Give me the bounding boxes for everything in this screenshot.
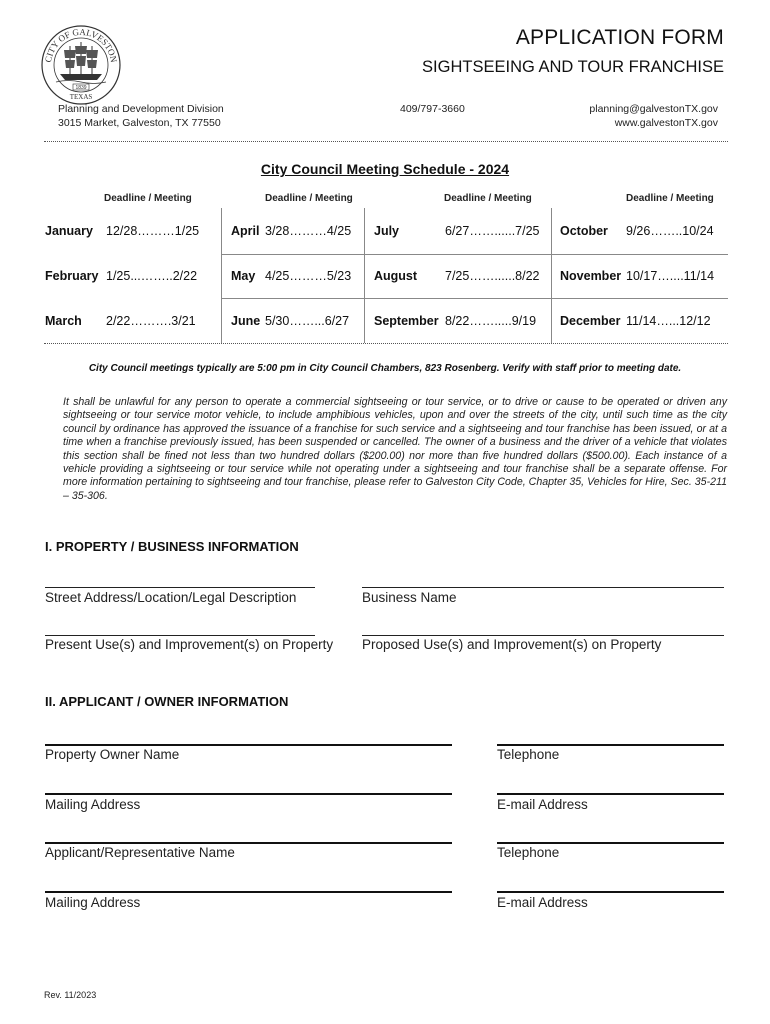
schedule-month: May [231, 269, 256, 283]
applicant-email-label: E-mail Address [497, 895, 588, 910]
schedule-month: April [231, 224, 260, 238]
office-address: 3015 Market, Galveston, TX 77550 [58, 117, 221, 129]
form-title: APPLICATION FORM [515, 26, 724, 49]
column-divider [551, 208, 552, 343]
schedule-title: City Council Meeting Schedule - 2024 [260, 161, 510, 177]
city-seal-logo [40, 24, 122, 106]
schedule-month: January [45, 224, 93, 238]
schedule-dates: 2/22……….3/21 [106, 314, 196, 328]
schedule-dates: 4/25………5/23 [265, 269, 352, 283]
row-divider [221, 254, 728, 255]
schedule-dates: 9/26……..10/24 [626, 224, 714, 238]
owner-mailing-label: Mailing Address [45, 797, 141, 812]
owner-phone-label: Telephone [497, 747, 560, 762]
applicant-phone-label: Telephone [497, 845, 560, 860]
schedule-dates: 8/22…….....9/19 [445, 314, 537, 328]
proposed-use-field[interactable] [362, 635, 724, 636]
form-subtitle: SIGHTSEEING AND TOUR FRANCHISE [422, 58, 724, 76]
applicant-name-field[interactable] [45, 842, 452, 844]
contact-left [58, 102, 224, 130]
present-use-label: Present Use(s) and Improvement(s) on Property [45, 637, 334, 652]
column-header: Deadline / Meeting [444, 193, 532, 204]
schedule-month: June [231, 314, 261, 328]
schedule-month: December [560, 314, 621, 328]
applicant-mailing-field[interactable] [45, 891, 452, 893]
schedule-dates: 1/25...……..2/22 [106, 269, 198, 283]
franchise-legal-paragraph: It shall be unlawful for any person to operate a commercial sightseeing or tour service, or to drive or cause to be operated or driven any sightseeing or tour service motor vehicle, to include amphibious vehicles, upon and over the streets of the city, until such time as the city council by ordinance has approved the issuance of a franchise for such service and a sightseeing and tour franchise has been issued, or at a time when a franchise previously issued, has been suspended or cancelled. The owner of a business and the driver of a vehicle that violates this section shall be fined not less than two hundred dollars ($200.00) nor more than five hundred dollars ($500.00). Each instance of a vehicle providing a sightseeing or tour service while not operating under a sightseeing and tour franchise shall be a separate offense. For more information pertaining to sightseeing and tour franchise, please refer to Galveston City Code, Chapter 35, Vehicles for Hire, Sec. 35-211 – 35-306. [63, 396, 727, 502]
owner-mailing-field[interactable] [45, 793, 452, 795]
applicant-name-label: Applicant/Representative Name [45, 845, 235, 860]
schedule-dates: 10/17…....11/14 [626, 269, 715, 283]
schedule-month: September [374, 314, 439, 328]
schedule-month: August [374, 269, 418, 283]
schedule-dates: 11/14…...12/12 [626, 314, 711, 328]
row-divider [221, 298, 728, 299]
website-link[interactable]: www.galvestonTX.gov [614, 117, 718, 129]
phone-number: 409/797-3660 [400, 103, 465, 115]
schedule-divider [44, 343, 728, 344]
schedule-dates: 7/25……......8/22 [445, 269, 540, 283]
schedule-dates: 3/28………4/25 [265, 224, 352, 238]
seal-year: 1839 [75, 85, 87, 91]
schedule-dates: 12/28………1/25 [106, 224, 200, 238]
business-name-label: Business Name [362, 590, 457, 605]
meeting-note: City Council meetings typically are 5:00 pm in City Council Chambers, 823 Rosenberg. Verify with staff prior to meeting date. [88, 363, 682, 374]
schedule-month: July [374, 224, 400, 238]
business-name-field[interactable] [362, 587, 724, 588]
schedule-month: October [560, 224, 608, 238]
email-link[interactable]: planning@galvestonTX.gov [589, 103, 718, 115]
schedule-month: March [45, 314, 82, 328]
owner-name-field[interactable] [45, 744, 452, 746]
present-use-field[interactable] [45, 635, 315, 636]
street-address-label: Street Address/Location/Legal Description [45, 590, 297, 605]
schedule-month: February [45, 269, 99, 283]
seal-text: CITY OF GALVESTON [43, 26, 119, 64]
column-header: Deadline / Meeting [104, 193, 192, 204]
column-header: Deadline / Meeting [265, 193, 353, 204]
revision-date: Rev. 11/2023 [44, 990, 97, 1000]
owner-email-label: E-mail Address [497, 797, 588, 812]
owner-name-label: Property Owner Name [45, 747, 180, 762]
column-divider [221, 208, 222, 343]
schedule-dates: 5/30……...6/27 [265, 314, 350, 328]
contact-right [589, 102, 718, 130]
column-divider [364, 208, 365, 343]
applicant-phone-field[interactable] [497, 842, 724, 844]
applicant-email-field[interactable] [497, 891, 724, 893]
header-divider [44, 141, 728, 142]
proposed-use-label: Proposed Use(s) and Improvement(s) on Property [362, 637, 662, 652]
section-applicant-owner-title: II. APPLICANT / OWNER INFORMATION [45, 694, 289, 709]
owner-phone-field[interactable] [497, 744, 724, 746]
schedule-dates: 6/27……......7/25 [445, 224, 540, 238]
street-address-field[interactable] [45, 587, 315, 588]
division-name: Planning and Development Division [58, 103, 224, 115]
column-header: Deadline / Meeting [626, 193, 714, 204]
schedule-month: November [560, 269, 622, 283]
section-property-business-title: I. PROPERTY / BUSINESS INFORMATION [45, 539, 299, 554]
applicant-mailing-label: Mailing Address [45, 895, 141, 910]
seal-state: TEXAS [69, 93, 93, 101]
owner-email-field[interactable] [497, 793, 724, 795]
